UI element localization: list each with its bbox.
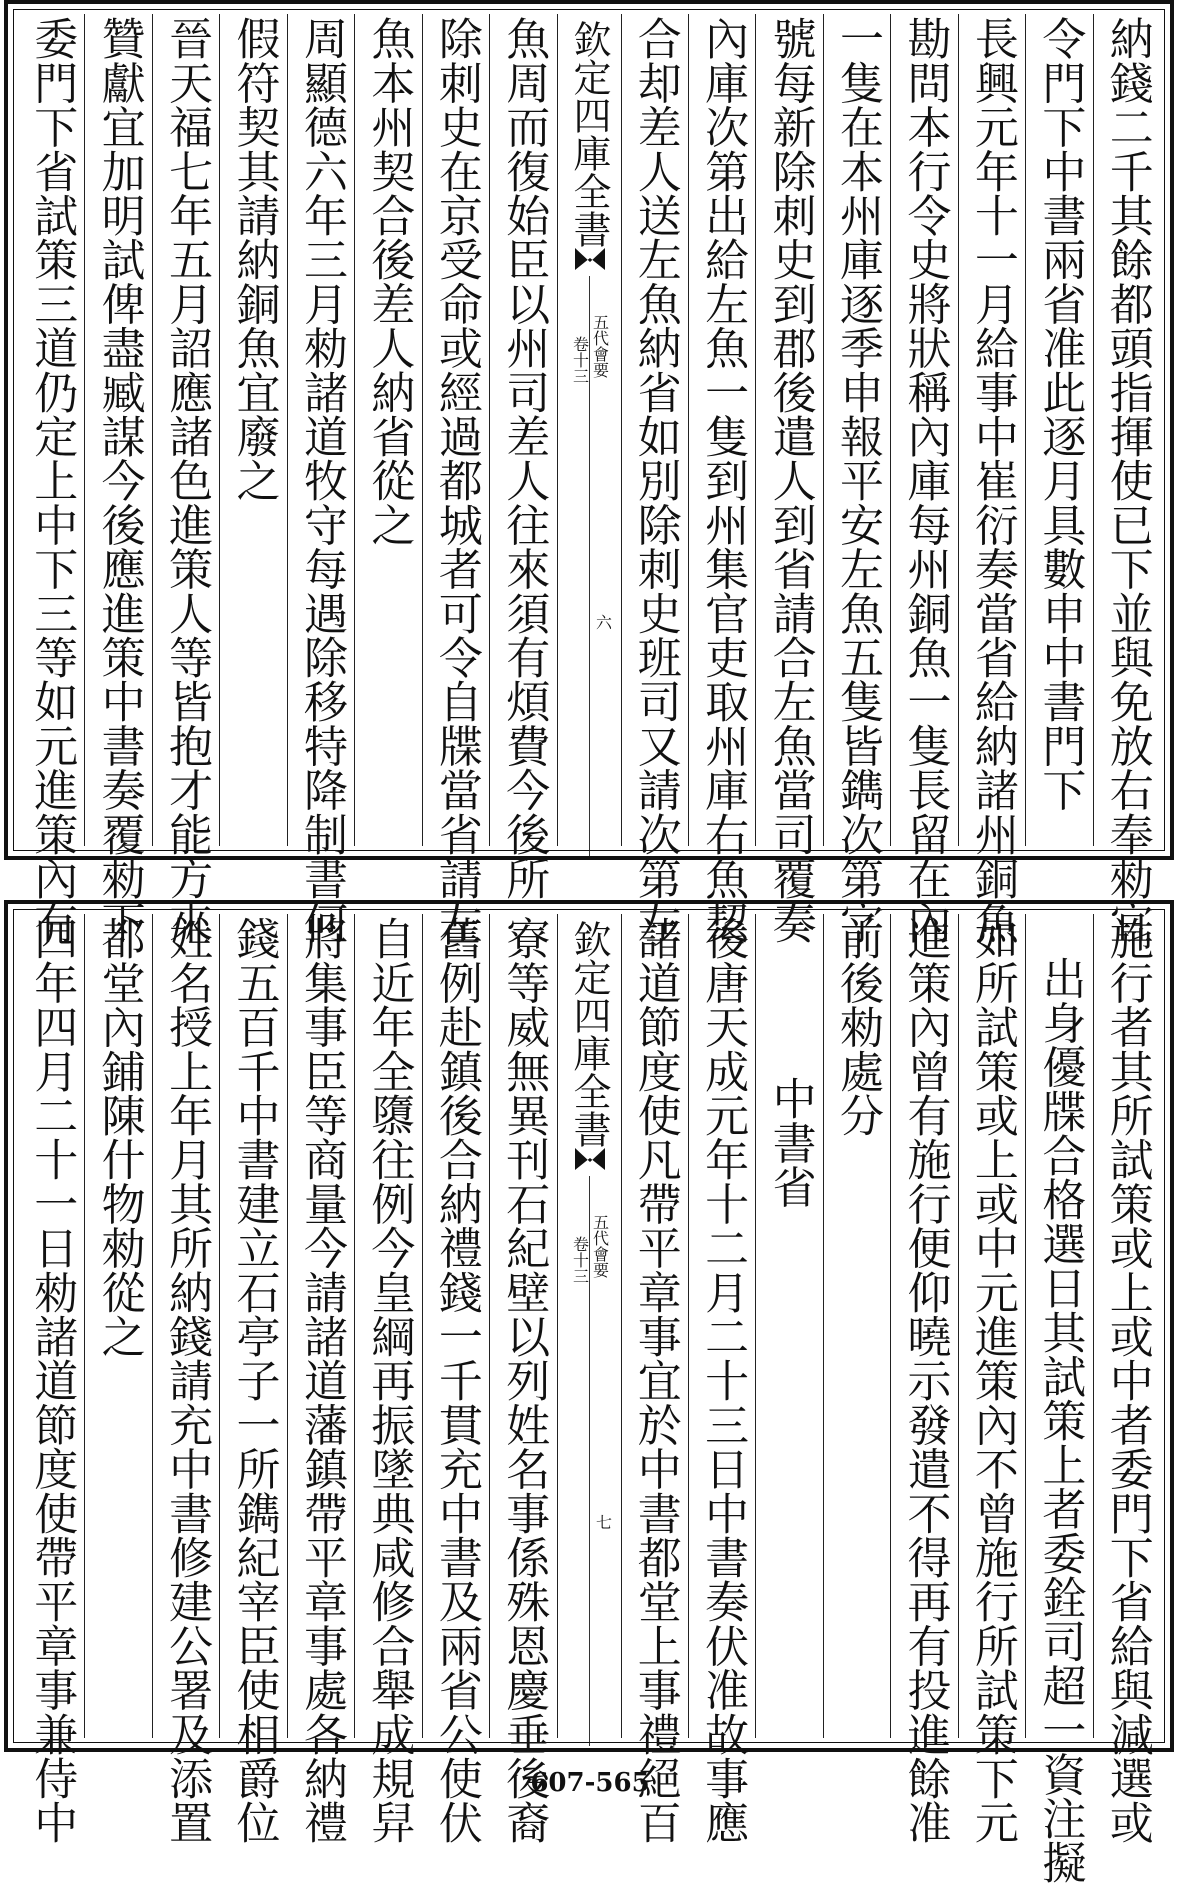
column-text: 委門下省試策三道仍定上中下三等如元進策內有 [26, 16, 78, 945]
text-column [489, 14, 556, 900]
section-heading-column [755, 914, 822, 1738]
text-column [152, 14, 219, 945]
column-text: 將集事臣等商量今請諸道藩鎮帶平章事處各納禮 [295, 916, 347, 1845]
column-text: 合却差人送左魚納省如別除刺史班司又請次第左 [629, 16, 681, 945]
column-text: 前後勑處分 [832, 916, 884, 1137]
text-column [18, 914, 84, 1845]
column-text: 施行者其所試策或上或中者委門下省給與減選或 [1101, 916, 1153, 1845]
column-text: 寮等威無異刊石紀壁以列姓名事係殊恩慶垂後裔 [498, 916, 550, 1845]
text-column [287, 14, 354, 945]
center-book-name: 五代會要 [590, 1214, 610, 1278]
text-column [422, 14, 489, 945]
column-text: 諸道節度使凡帶平章事宜於中書都堂上事禮絕百 [629, 916, 681, 1845]
text-column [287, 914, 354, 1845]
column-text: 假符契其請納銅魚宜廢之 [228, 16, 280, 503]
text-column [755, 14, 822, 945]
column-text: 四年四月二十一日勑諸道節度使帶平章事兼侍中 [26, 916, 78, 1845]
column-text: 長興元年十一月給事中崔衍奏當省給納諸州銅魚 [966, 16, 1018, 945]
text-column [84, 914, 151, 1738]
top-page-frame [4, 0, 1174, 945]
fish-tail-ornament-icon [575, 1146, 605, 1172]
text-column [1025, 914, 1092, 1884]
text-column [1093, 914, 1160, 1845]
column-text: 錢五百千中書建立石亭子一所鐫紀宰臣使相爵位 [228, 916, 280, 1845]
column-text: 舊例赴鎮後合納禮錢一千貫充中書及兩省公使伏 [430, 916, 482, 1845]
column-text: 晉天福七年五月詔應諸色進策人等皆抱才能方來 [161, 16, 213, 945]
column-text: 姓名授上年月其所納錢請充中書修建公署及添置 [161, 916, 213, 1845]
center-title: 欽定四庫全書 [567, 20, 611, 248]
fish-tail-ornament-icon [575, 246, 605, 272]
center-page-number: 七 [593, 1514, 613, 1530]
text-column [890, 914, 957, 1845]
center-fold [557, 914, 621, 1738]
center-book-name: 五代會要 [590, 314, 610, 378]
top-page-columns [18, 14, 1160, 945]
center-title: 欽定四庫全書 [567, 920, 611, 1148]
text-column [18, 14, 84, 945]
column-text: 周顯德六年三月勑諸道牧守每遇除移特降制書何 [295, 16, 347, 945]
text-column [958, 14, 1025, 945]
text-column [621, 914, 688, 1845]
column-text: 勘問本行令史將狀稱內庫每州銅魚一隻長留在內 [899, 16, 951, 945]
text-column [823, 14, 890, 945]
text-column [688, 14, 755, 945]
text-column [688, 914, 755, 1845]
center-volume: 卷十三 [570, 336, 590, 384]
text-column [958, 914, 1025, 1845]
text-column [219, 14, 286, 846]
center-fold [557, 14, 621, 846]
section-heading: 中書省 [764, 1076, 816, 1209]
column-text: 納錢二千其餘都頭指揮使已下並與免放右奉勑宜 [1101, 16, 1153, 945]
column-text: 魚周而復始臣以州司差人往來須有煩費今後所 [498, 16, 550, 900]
column-text: 內庫次第出給左魚一隻到州集官吏取州庫右魚契 [697, 16, 749, 945]
text-column [84, 14, 151, 945]
text-column [489, 914, 556, 1845]
text-column [1093, 14, 1160, 945]
column-text: 號每新除刺史到郡後遣人到省請合左魚當司覆奏 [764, 16, 816, 945]
column-text: 一隻在本州庫逐季申報平安左魚五隻皆鐫次第字 [832, 16, 884, 945]
center-page-number: 六 [593, 614, 613, 630]
column-text: 自近年全隳往例今皇綱再振墜典咸修合舉成規舁 [363, 916, 415, 1845]
column-text: 贊獻宜加明試俾盡臧謀今後應進策中書奏覆勑下 [93, 16, 145, 945]
text-column [890, 14, 957, 945]
column-text: 令門下中書兩省准此逐月具數申中書門下 [1034, 16, 1086, 812]
text-column [823, 914, 890, 1738]
text-column [621, 14, 688, 945]
column-text: 除刺史在京受命或經過都城者可令自牒當省請左 [430, 16, 482, 945]
text-column [354, 914, 421, 1845]
column-text: 進策內曾有施行便仰曉示發遣不得再有投進餘准 [899, 916, 951, 1845]
column-text: 魚本州契合後差人納省從之 [363, 16, 415, 547]
text-column [219, 914, 286, 1845]
scan-page-number: 607-565 [530, 1768, 650, 1798]
column-text: 如所試策或上或中元進策內不曾施行所試策下元 [966, 916, 1018, 1845]
text-column [152, 914, 219, 1845]
center-volume: 卷十三 [570, 1236, 590, 1284]
text-column [422, 914, 489, 1845]
text-column [1025, 14, 1092, 846]
text-column [354, 14, 421, 846]
column-text: 出身優牒合格選日其試策上者委銓司超一資注擬 [1034, 956, 1086, 1884]
column-text: 後唐天成元年十二月二十三日中書奏伏准故事應 [697, 916, 749, 1845]
column-text: 都堂內鋪陳什物勑從之 [93, 916, 145, 1358]
